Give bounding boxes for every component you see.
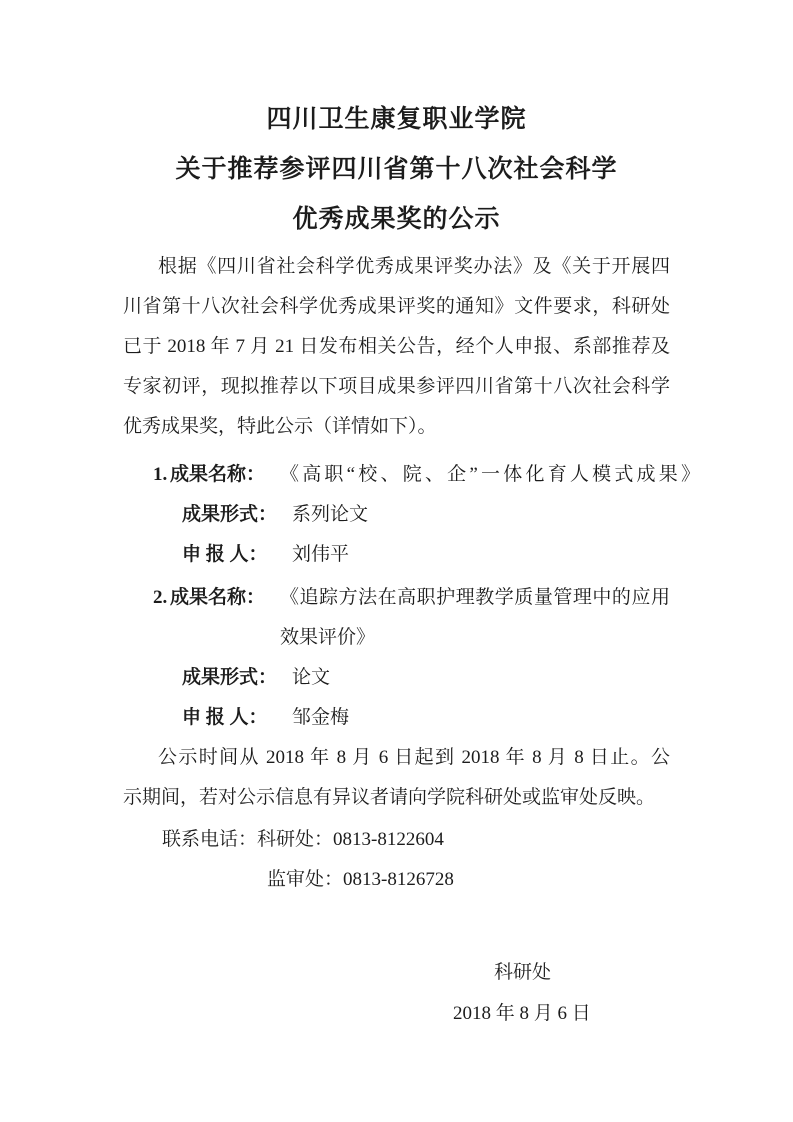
intro-paragraph [123,247,670,447]
item-2-applicant-row [123,698,670,738]
item-2-name-line: 效果评价》 [280,627,376,648]
item-1-form-row [123,495,670,535]
item-1-applicant-value: 刘伟平 [292,544,350,565]
item-1-number: 1. [153,464,168,485]
item-2-name-line: 《追踪方法在高职护理教学质量管理中的应用 [280,587,670,608]
item-1-name-value [280,455,700,495]
document-title [123,92,670,242]
achievement-item-2 [123,578,670,738]
item-2-applicant-label: 申 报 人： [182,707,268,728]
item-1-form-value: 系列论文 [292,504,369,525]
intro-line: 优秀成果奖，特此公示（详情如下）。 [123,416,437,437]
title-line-2: 关于推荐参评四川省第十八次社会科学 [175,156,618,183]
contact-block [123,820,670,900]
item-1-name-label: 成果名称： [170,464,266,485]
notice-paragraph [123,738,670,818]
contact-phone-line: 联系电话：科研处：0813-8122604 [162,829,444,850]
item-2-form-label: 成果形式： [182,667,278,688]
item-1-form-label: 成果形式： [182,504,278,525]
item-2-number: 2. [153,587,168,608]
title-line-1: 四川卫生康复职业学院 [266,106,527,133]
signature-department: 科研处 [494,962,552,983]
item-2-applicant-value: 邹金梅 [292,707,350,728]
notice-line: 示期间，若对公示信息有异议者请向学院科研处或监审处反映。 [123,787,656,808]
intro-line: 根据《四川省社会科学优秀成果评奖办法》及《关于开展四 [158,256,670,277]
intro-line: 川省第十八次社会科学优秀成果评奖的通知》文件要求，科研处 [123,296,670,317]
item-2-form-row [123,658,670,698]
item-2-name-label: 成果名称： [170,587,266,608]
item-2-form-value: 论文 [292,667,331,688]
intro-line: 已于 2018 年 7 月 21 日发布相关公告，经个人申报、系部推荐及 [123,336,670,357]
signature-date: 2018 年 8 月 6 日 [453,1003,591,1024]
achievement-item-1 [123,455,700,575]
contact-audit-line: 监审处：0813-8126728 [267,869,454,890]
item-2-name-row [123,578,670,658]
item-2-name-value [280,578,670,658]
title-line-3: 优秀成果奖的公示 [292,206,501,233]
signature-block [123,952,670,1034]
item-1-applicant-label: 申 报 人： [182,544,268,565]
notice-line: 公示时间从 2018 年 8 月 6 日起到 2018 年 8 月 8 日止。公 [158,747,670,768]
item-1-applicant-row [123,535,670,575]
item-1-name-line: 《高职“校、院、企”一体化育人模式成果》 [280,464,700,485]
item-1-name-row [123,455,700,495]
intro-line: 专家初评，现拟推荐以下项目成果参评四川省第十八次社会科学 [123,376,670,397]
